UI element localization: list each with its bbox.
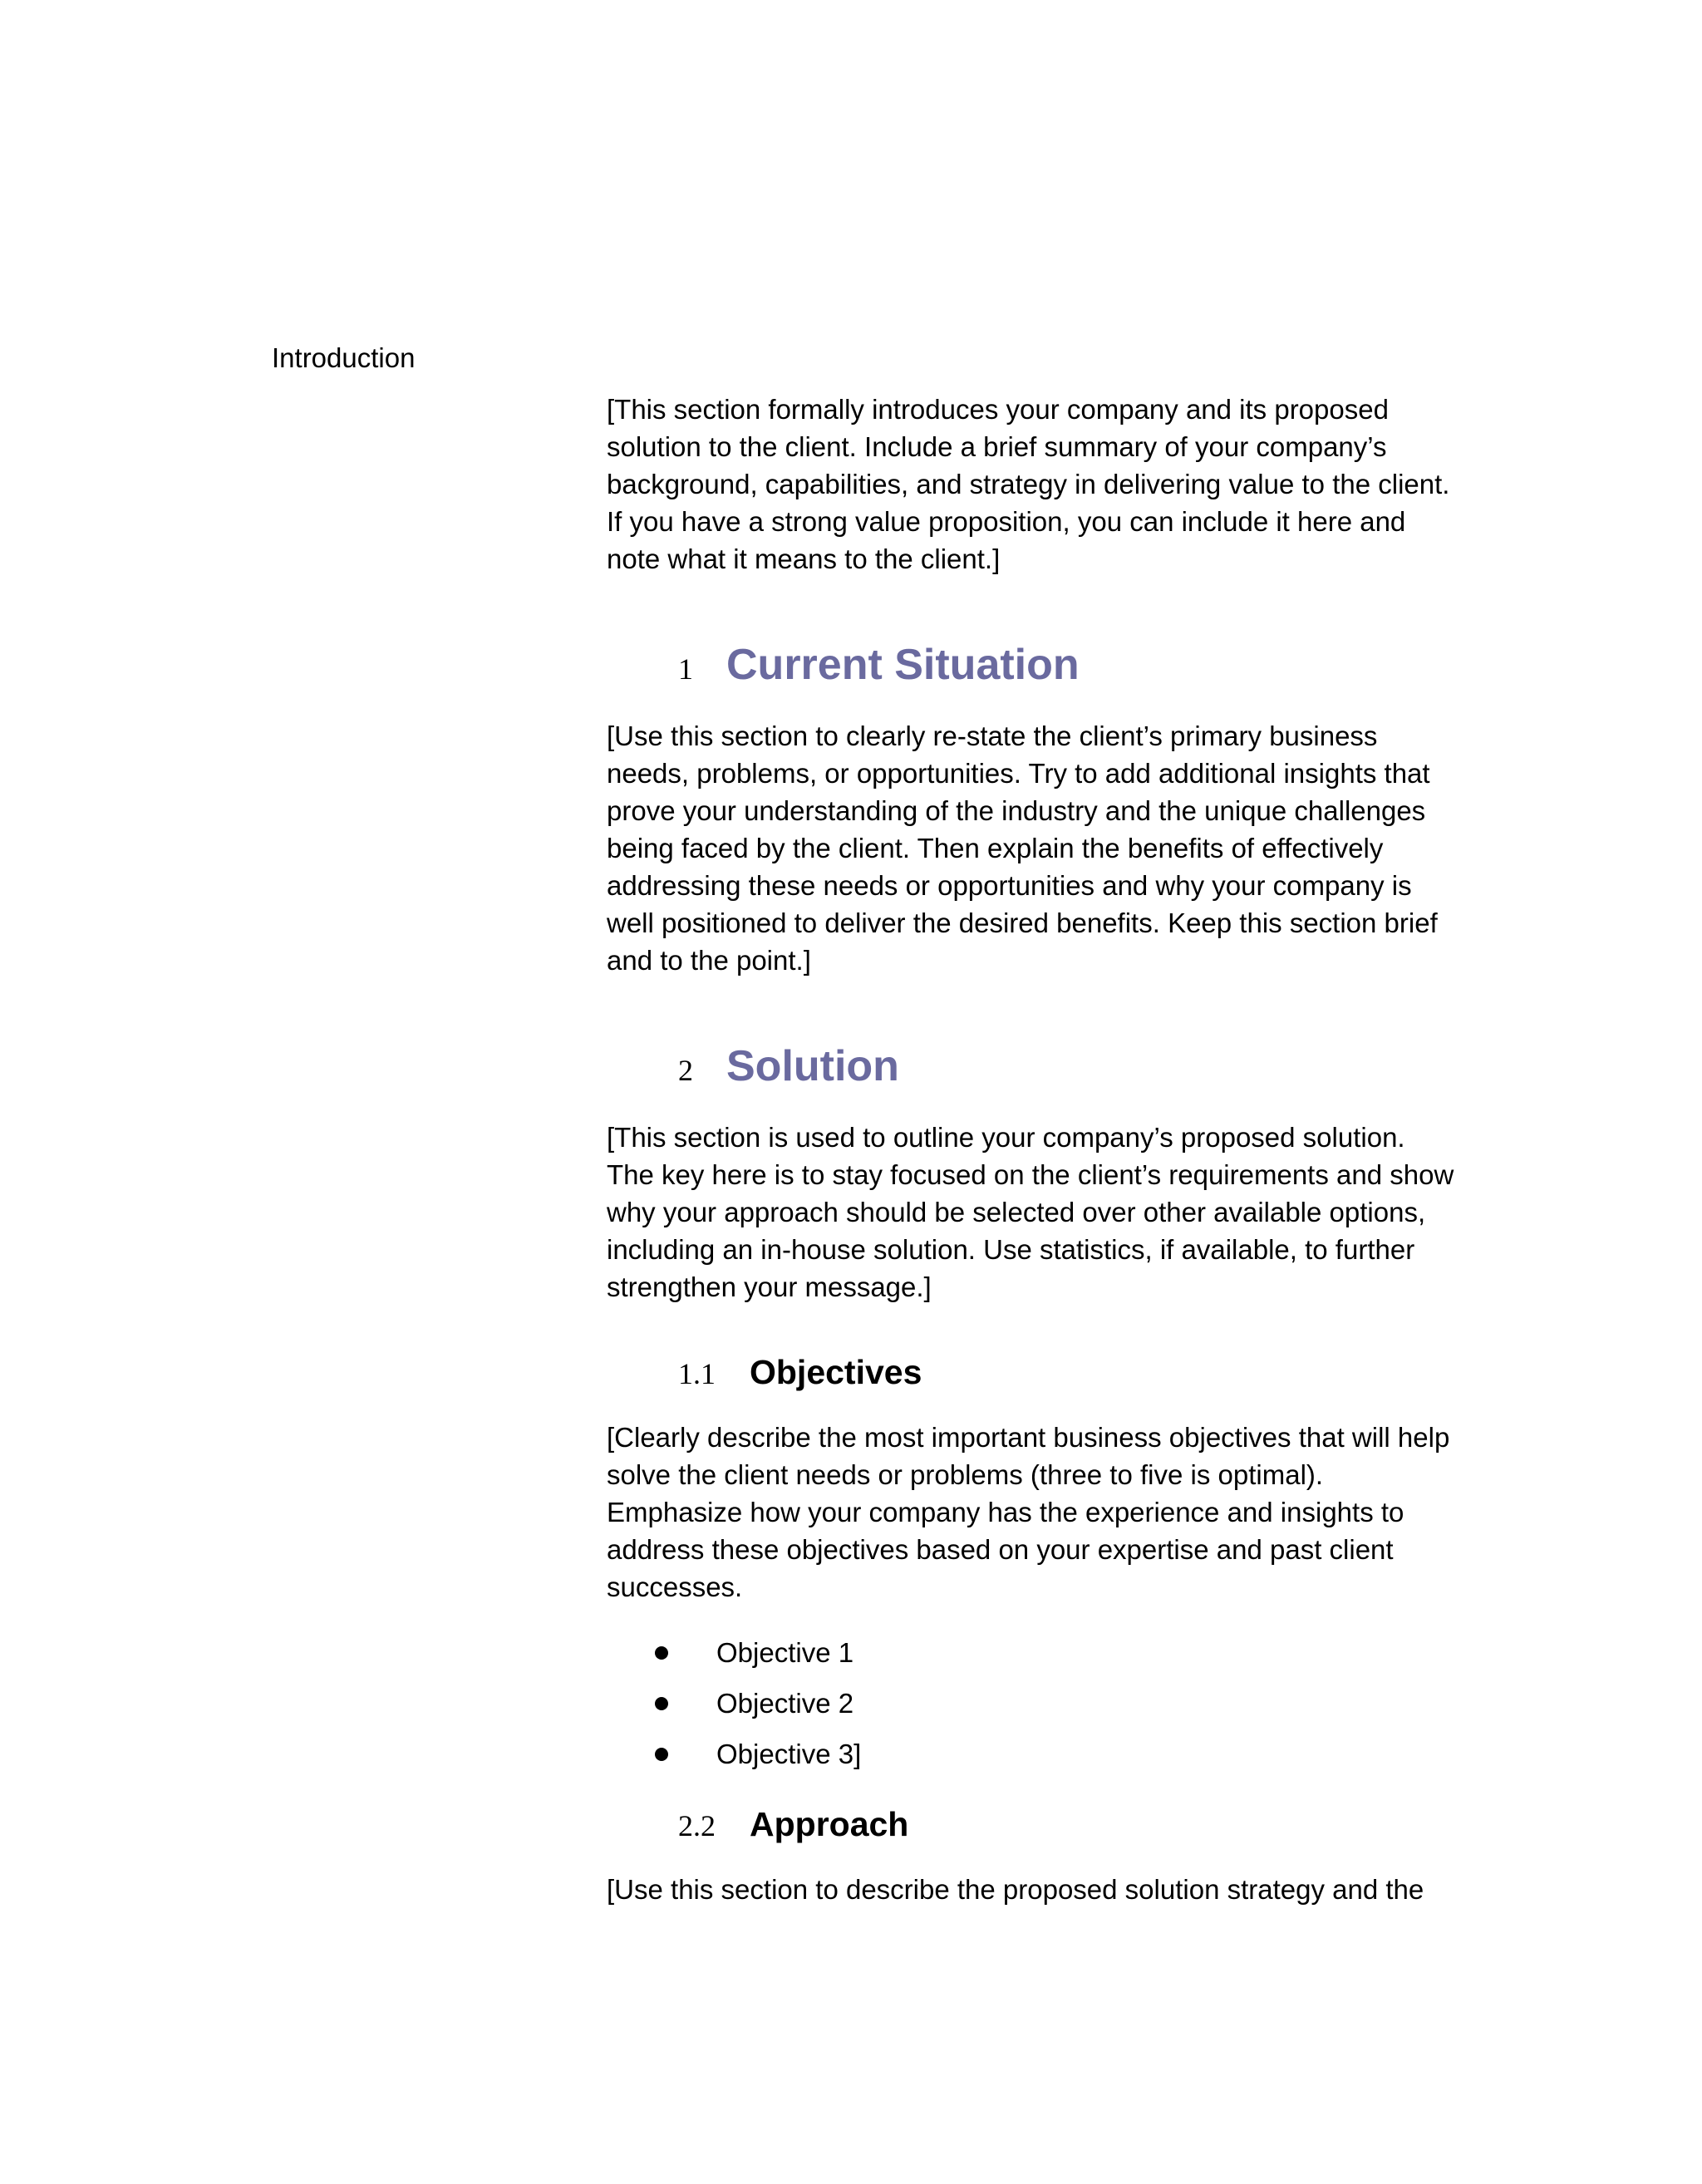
list-item-text: Objective 1 bbox=[716, 1637, 854, 1668]
solution-section bbox=[607, 1119, 1454, 1306]
section-label-introduction: Introduction bbox=[272, 342, 416, 373]
list-item-text: Objective 2 bbox=[716, 1688, 854, 1719]
heading-objectives bbox=[678, 1353, 922, 1392]
heading-number: 2 bbox=[678, 1054, 693, 1087]
heading-title: Solution bbox=[726, 1042, 899, 1090]
heading-approach bbox=[678, 1805, 908, 1844]
heading-title: Approach bbox=[750, 1805, 909, 1843]
list-item-text: Objective 3] bbox=[716, 1739, 862, 1769]
objectives-list bbox=[655, 1627, 861, 1779]
intro-section bbox=[607, 391, 1454, 578]
objectives-paragraph: [Clearly describe the most important business objectives that will help solve the client needs or problems (three to five is optimal). Emphasize how your company has the experience and insights to address these objectives based on your expertise and past client successes. bbox=[607, 1422, 1450, 1602]
bullet-icon bbox=[655, 1748, 668, 1761]
heading-title: Objectives bbox=[750, 1353, 922, 1391]
bullet-icon bbox=[655, 1697, 668, 1710]
current-situation-section bbox=[607, 717, 1454, 979]
list-item bbox=[655, 1729, 861, 1779]
bullet-icon bbox=[655, 1646, 668, 1660]
intro-paragraph: [This section formally introduces your company and its proposed solution to the client. Include a brief summary of your company’s background, capabilities, and strategy in delivering value to the client. If you have a strong value proposition, you can include it here and note what it means to the client.] bbox=[607, 394, 1450, 574]
heading-current-situation bbox=[678, 640, 1080, 690]
heading-title: Current Situation bbox=[726, 641, 1080, 689]
heading-number: 1.1 bbox=[678, 1357, 716, 1390]
current-situation-paragraph: [Use this section to clearly re-state the client’s primary business needs, problems, or opportunities. Try to add additional insights that prove your understanding of the industry and the unique challenges being faced by the client. Then explain the benefits of effectively addressing these needs or opportunities and why your company is well positioned to deliver the desired benefits. Keep this section brief and to the point.] bbox=[607, 721, 1438, 976]
approach-section bbox=[607, 1871, 1454, 1908]
approach-paragraph: [Use this section to describe the proposed solution strategy and the bbox=[607, 1874, 1424, 1905]
heading-solution bbox=[678, 1041, 899, 1091]
list-item bbox=[655, 1678, 861, 1729]
solution-paragraph: [This section is used to outline your company’s proposed solution. The key here is to stay focused on the client’s requirements and show why your approach should be selected over other available options, including an in-house solution. Use statistics, if available, to further strengthen your message.] bbox=[607, 1122, 1454, 1302]
list-item bbox=[655, 1627, 861, 1678]
objectives-section bbox=[607, 1419, 1454, 1606]
heading-number: 1 bbox=[678, 652, 693, 686]
heading-number: 2.2 bbox=[678, 1809, 716, 1842]
